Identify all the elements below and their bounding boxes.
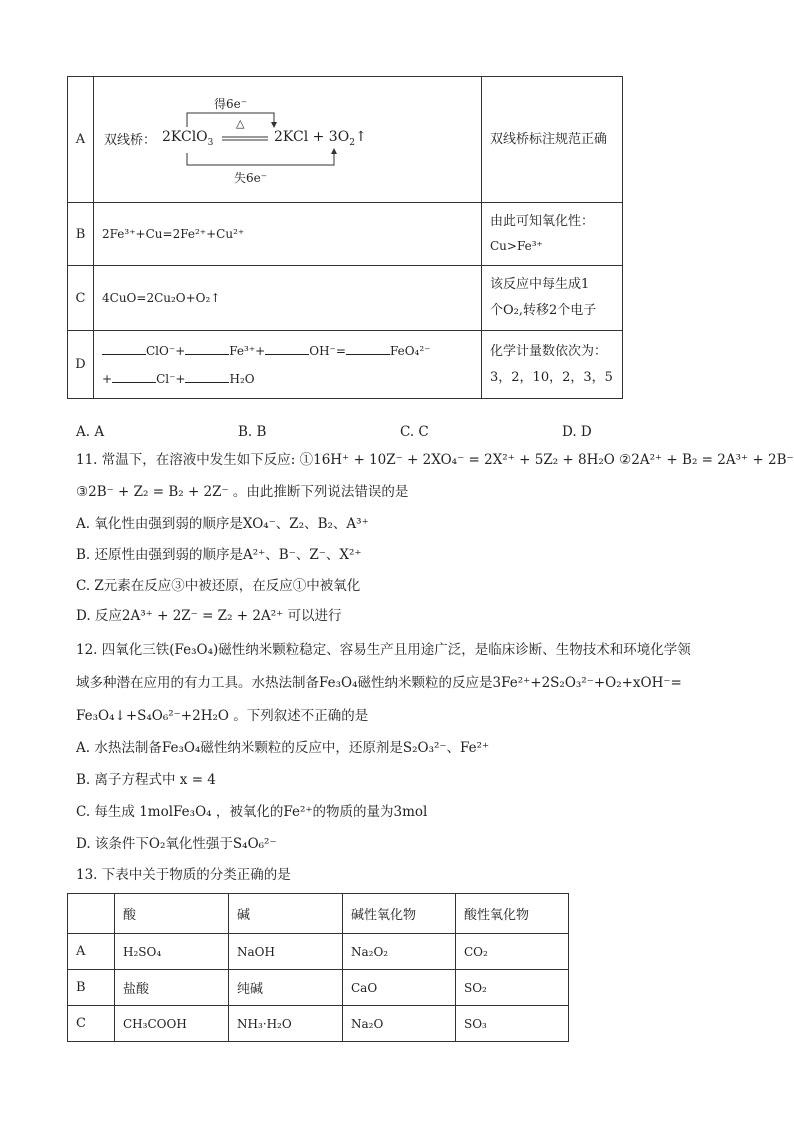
q11-option-d[interactable]: D. 反应2A³⁺ + 2Z⁻ = Z₂ + 2A²⁺ 可以进行: [76, 608, 342, 624]
note-line: Cu>Fe³⁺: [490, 239, 543, 253]
note-line: 个O₂,转移2个电子: [490, 303, 597, 318]
table-cell: NaOH: [229, 934, 343, 970]
gain-electron-label: 得6e⁻: [214, 97, 248, 111]
table-header: 碱: [229, 894, 343, 934]
table-row: [68, 970, 569, 1006]
q12-stem: 12. 四氧化三铁(Fe₃O₄)磁性纳米颗粒稳定、容易生产且用途广泛，是临床诊断、生物技术和环境化学领: [76, 642, 691, 658]
table-cell: CH₃COOH: [115, 1006, 229, 1042]
table-row: [68, 934, 569, 970]
equation-line: + Cl⁻+ H₂O: [102, 371, 255, 386]
table-cell: NH₃·H₂O: [229, 1006, 343, 1042]
q12-option-a[interactable]: A. 水热法制备Fe₃O₄磁性纳米颗粒的反应中，还原剂是S₂O₃²⁻、Fe²⁺: [76, 740, 490, 756]
option-c[interactable]: C. C: [400, 424, 429, 440]
table-header: 酸性氧化物: [456, 894, 569, 934]
table-row: [68, 1006, 569, 1042]
option-a[interactable]: A. A: [76, 424, 105, 440]
note-line: 由此可知氧化性：: [490, 214, 595, 229]
q13-stem: 13. 下表中关于物质的分类正确的是: [76, 867, 291, 883]
equation-cell: [94, 331, 482, 399]
note-cell: 双线桥标注规范正确: [482, 77, 623, 203]
equation-left: 2KClO$_3$: [162, 129, 214, 148]
q11-stem: 11. 常温下，在溶液中发生如下反应: ①16H⁺ + 10Z⁻ + 2XO₄⁻ = 2X²⁺ + 5Z₂ + 8H₂O ②2A²⁺ + B₂ = 2A³⁺ + 2B⁻: [76, 452, 794, 468]
q11-option-c[interactable]: C. Z元素在反应③中被还原，在反应①中被氧化: [76, 578, 361, 594]
table-header-row: [68, 894, 569, 934]
table-row: [68, 77, 623, 203]
q11-stem: ③2B⁻ + Z₂ = B₂ + 2Z⁻ 。由此推断下列说法错误的是: [76, 484, 409, 500]
equation-cell: 4CuO=2Cu₂O+O₂↑: [94, 266, 482, 331]
note-line: 3，2，10，2，3，5: [490, 369, 613, 385]
note-cell: [482, 203, 623, 266]
q11-option-a[interactable]: A. 氧化性由强到弱的顺序是XO₄⁻、Z₂、B₂、A³⁺: [76, 516, 369, 532]
table-cell: A: [68, 934, 115, 970]
table-cell: H₂SO₄: [115, 934, 229, 970]
equation-right: $2KCl + 3O_2↑$: [274, 129, 367, 148]
q11-option-b[interactable]: B. 还原性由强到弱的顺序是A²⁺、B⁻、Z⁻、X²⁺: [76, 547, 362, 563]
note-line: 化学计量数依次为：: [490, 343, 608, 359]
lose-electron-label: 失6e⁻: [234, 171, 268, 185]
row-label: B: [68, 203, 94, 266]
q12-option-d[interactable]: D. 该条件下O₂氧化性强于S₄O₆²⁻: [76, 836, 277, 852]
option-b[interactable]: B. B: [238, 424, 267, 440]
option-d[interactable]: D. D: [562, 424, 592, 440]
option-table: [67, 76, 623, 399]
table-cell: B: [68, 970, 115, 1006]
heat-symbol: △: [236, 117, 245, 130]
equation-line: ClO⁻+ Fe³⁺+ OH⁻= FeO₄²⁻: [102, 337, 473, 365]
table-header: 酸: [115, 894, 229, 934]
table-cell: 纯碱: [229, 970, 343, 1006]
table-cell: Na₂O: [343, 1006, 456, 1042]
table-cell: CaO: [343, 970, 456, 1006]
double-bridge-label: 双线桥：: [104, 133, 157, 148]
table-header: [68, 894, 115, 934]
table-cell: SO₂: [456, 970, 569, 1006]
table-row: [68, 203, 623, 266]
table-cell: Na₂O₂: [343, 934, 456, 970]
table-row: [68, 266, 623, 331]
row-label: C: [68, 266, 94, 331]
note-cell: [482, 331, 623, 399]
q12-stem: 域多种潜在应用的有力工具。水热法制备Fe₃O₄磁性纳米颗粒的反应是3Fe²⁺+2S₂O₃²⁻+O₂+xOH⁻=: [76, 675, 682, 691]
equation-cell: 2Fe³⁺+Cu=2Fe²⁺+Cu²⁺: [94, 203, 482, 266]
q12-stem: Fe₃O₄↓+S₄O₆²⁻+2H₂O 。下列叙述不正确的是: [76, 708, 369, 724]
q12-option-b[interactable]: B. 离子方程式中 x = 4: [76, 772, 216, 788]
table-cell: CO₂: [456, 934, 569, 970]
table-cell: C: [68, 1006, 115, 1042]
table-cell: SO₃: [456, 1006, 569, 1042]
equation-cell: [94, 77, 482, 203]
note-cell: [482, 266, 623, 331]
q12-option-c[interactable]: C. 每生成 1molFe₃O₄ ，被氧化的Fe²⁺的物质的量为3mol: [76, 804, 428, 820]
row-label: D: [68, 331, 94, 399]
note-line: 该反应中每生成1: [490, 277, 590, 292]
table-cell: 盐酸: [115, 970, 229, 1006]
table-row: [68, 331, 623, 399]
row-label: A: [68, 77, 94, 203]
classification-table: [67, 893, 569, 1042]
table-header: 碱性氧化物: [343, 894, 456, 934]
